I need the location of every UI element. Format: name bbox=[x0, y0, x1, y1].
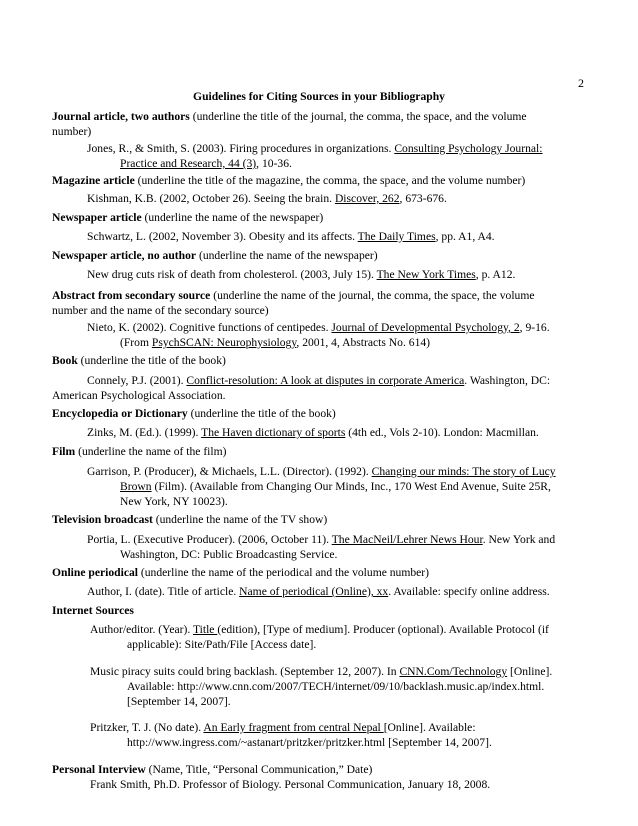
internet-example-2-text: Music piracy suits could bring backlash. (September 12, 2007). In bbox=[90, 665, 400, 678]
abstract-example-line-2 bbox=[120, 336, 430, 350]
abstract-heading: Abstract from secondary source bbox=[52, 289, 211, 302]
internet-example-2-line-3: [September 14, 2007]. bbox=[127, 695, 231, 708]
interview-example: Frank Smith, Ph.D. Professor of Biology. Personal Communication, January 18, 2008. bbox=[90, 778, 491, 791]
abstract-example-text: Nieto, K. (2002). Cognitive functions of centipedes. bbox=[87, 321, 332, 334]
tv-example-line-2: Washington, DC: Public Broadcasting Service. bbox=[120, 548, 338, 561]
film-heading: Film bbox=[52, 445, 76, 458]
newspaper-note: (underline the name of the newspaper) bbox=[141, 211, 324, 224]
encyclopedia-example bbox=[87, 426, 539, 440]
magazine-heading-line bbox=[52, 174, 525, 188]
newspaper-no-author-heading-line bbox=[52, 249, 378, 263]
internet-example-1-rest: (edition), [Type of medium]. Producer (optional). Available Protocol (if bbox=[217, 623, 549, 636]
newspaper-example bbox=[87, 230, 495, 244]
internet-example-1-line-1 bbox=[90, 623, 549, 637]
journal-heading-line bbox=[52, 110, 527, 124]
film-example-title: Changing our minds: The story of Lucy bbox=[371, 465, 556, 478]
encyclopedia-example-title: The Haven dictionary of sports bbox=[201, 426, 346, 439]
encyclopedia-note: (underline the title of the book) bbox=[187, 407, 336, 420]
online-periodical-heading-line bbox=[52, 566, 429, 580]
online-periodical-example-title: Name of periodical (Online), xx bbox=[239, 585, 389, 598]
tv-note: (underline the name of the TV show) bbox=[152, 513, 328, 526]
journal-example-line-2 bbox=[120, 157, 292, 171]
abstract-example-abstract-no: , 2001, 4, Abstracts No. 614) bbox=[296, 336, 431, 349]
film-example-line-2 bbox=[120, 480, 551, 494]
newspaper-no-author-example-title: The New York Times bbox=[376, 268, 476, 281]
film-heading-line bbox=[52, 445, 227, 459]
encyclopedia-example-edition: (4th ed., Vols 2-10). London: Macmillan. bbox=[345, 426, 539, 439]
tv-example-text: Portia, L. (Executive Producer). (2006, October 11). bbox=[87, 533, 332, 546]
journal-example-title-cont: Practice and Research, 44 (3) bbox=[120, 157, 257, 170]
newspaper-no-author-note: (underline the name of the newspaper) bbox=[196, 249, 378, 262]
internet-example-1-title: Title bbox=[192, 623, 218, 636]
journal-example-text: Jones, R., & Smith, S. (2003). Firing procedures in organizations. bbox=[87, 142, 395, 155]
tv-heading: Television broadcast bbox=[52, 513, 153, 526]
magazine-example-pages: , 673-676. bbox=[399, 192, 447, 205]
magazine-example bbox=[87, 192, 447, 206]
film-example-text: Garrison, P. (Producer), & Michaels, L.L. (Director). (1992). bbox=[87, 465, 372, 478]
book-note: (underline the title of the book) bbox=[77, 354, 226, 367]
journal-note: (underline the title of the journal, the comma, the space, and the volume bbox=[189, 110, 527, 123]
newspaper-example-pages: , pp. A1, A4. bbox=[435, 230, 495, 243]
internet-example-2-online: [Online]. bbox=[507, 665, 553, 678]
internet-example-2-site: CNN.Com/Technology bbox=[399, 665, 508, 678]
newspaper-no-author-heading: Newspaper article, no author bbox=[52, 249, 197, 262]
online-periodical-heading: Online periodical bbox=[52, 566, 138, 579]
online-periodical-example bbox=[87, 585, 550, 599]
tv-heading-line bbox=[52, 513, 327, 527]
tv-example-title: The MacNeil/Lehrer News Hour bbox=[331, 533, 483, 546]
abstract-heading-line bbox=[52, 289, 535, 303]
abstract-note-cont: number and the name of the secondary source) bbox=[52, 304, 269, 317]
book-example-place: . Washington, DC: bbox=[464, 374, 551, 387]
newspaper-example-text: Schwartz, L. (2002, November 3). Obesity and its affects. bbox=[87, 230, 358, 243]
newspaper-no-author-example bbox=[87, 268, 515, 282]
internet-example-3-online: [Online]. Available: bbox=[383, 721, 476, 734]
abstract-example-line-1 bbox=[87, 321, 550, 335]
book-heading: Book bbox=[52, 354, 78, 367]
film-note: (underline the name of the film) bbox=[75, 445, 227, 458]
abstract-example-from: (From bbox=[120, 336, 152, 349]
encyclopedia-example-text: Zinks, M. (Ed.). (1999). bbox=[87, 426, 202, 439]
book-example-line-1 bbox=[87, 374, 550, 388]
abstract-example-pages: , 9-16. bbox=[519, 321, 550, 334]
magazine-note: (underline the title of the magazine, the comma, the space, and the volume number) bbox=[134, 174, 526, 187]
encyclopedia-heading-line bbox=[52, 407, 336, 421]
internet-example-3-title: An Early fragment from central Nepal bbox=[203, 721, 384, 734]
interview-heading: Personal Interview bbox=[52, 763, 146, 776]
magazine-example-title: Discover, 262 bbox=[334, 192, 400, 205]
internet-example-1-text: Author/editor. (Year). bbox=[90, 623, 193, 636]
online-periodical-example-text: Author, I. (date). Title of article. bbox=[87, 585, 240, 598]
page-title: Guidelines for Citing Sources in your Bibliography bbox=[193, 90, 445, 103]
internet-heading: Internet Sources bbox=[52, 604, 134, 617]
book-heading-line bbox=[52, 354, 226, 368]
book-example-text: Connely, P.J. (2001). bbox=[87, 374, 187, 387]
internet-example-3-text: Pritzker, T. J. (No date). bbox=[90, 721, 204, 734]
journal-example-pages: , 10-36. bbox=[256, 157, 292, 170]
book-example-line-2: American Psychological Association. bbox=[52, 389, 226, 402]
newspaper-heading: Newspaper article bbox=[52, 211, 142, 224]
journal-example-title: Consulting Psychology Journal: bbox=[394, 142, 543, 155]
abstract-example-title: Journal of Developmental Psychology, 2 bbox=[331, 321, 520, 334]
journal-example-line-1 bbox=[87, 142, 542, 156]
film-example-title-cont: Brown bbox=[120, 480, 152, 493]
online-periodical-note: (underline the name of the periodical and the volume number) bbox=[138, 566, 430, 579]
book-example-title: Conflict-resolution: A look at disputes in corporate America bbox=[186, 374, 465, 387]
film-example-line-3: New York, NY 10023). bbox=[120, 495, 228, 508]
newspaper-no-author-example-pages: , p. A12. bbox=[475, 268, 516, 281]
journal-note-cont: number) bbox=[52, 125, 92, 138]
newspaper-heading-line bbox=[52, 211, 323, 225]
internet-example-2-line-1 bbox=[90, 665, 552, 679]
tv-example-line-1 bbox=[87, 533, 555, 547]
journal-heading: Journal article, two authors bbox=[52, 110, 190, 123]
abstract-note: (underline the name of the journal, the comma, the space, the volume bbox=[210, 289, 535, 302]
tv-example-place: . New York and bbox=[482, 533, 556, 546]
interview-heading-line bbox=[52, 763, 372, 777]
newspaper-example-title: The Daily Times bbox=[357, 230, 436, 243]
internet-example-1-line-2: applicable): Site/Path/File [Access date]. bbox=[127, 638, 317, 651]
internet-example-3-line-1 bbox=[90, 721, 476, 735]
online-periodical-example-availability: . Available: specify online address. bbox=[388, 585, 550, 598]
page-number: 2 bbox=[578, 76, 584, 90]
film-example-line-1 bbox=[87, 465, 556, 479]
film-example-availability: (Film). (Available from Changing Our Minds, Inc., 170 West End Avenue, Suite 25R, bbox=[151, 480, 551, 493]
magazine-heading: Magazine article bbox=[52, 174, 135, 187]
internet-example-3-line-2: http://www.ingress.com/~astanart/pritzker/pritzker.html [September 14, 2007]. bbox=[127, 736, 492, 749]
internet-example-2-line-2: Available: http://www.cnn.com/2007/TECH/internet/09/10/backlash.music.ap/index.html. bbox=[127, 680, 545, 693]
abstract-example-source: PsychSCAN: Neurophysiology bbox=[151, 336, 297, 349]
magazine-example-text: Kishman, K.B. (2002, October 26). Seeing the brain. bbox=[87, 192, 335, 205]
newspaper-no-author-example-text: New drug cuts risk of death from cholesterol. (2003, July 15). bbox=[87, 268, 377, 281]
encyclopedia-heading: Encyclopedia or Dictionary bbox=[52, 407, 188, 420]
interview-note: (Name, Title, “Personal Communication,” Date) bbox=[145, 763, 373, 776]
